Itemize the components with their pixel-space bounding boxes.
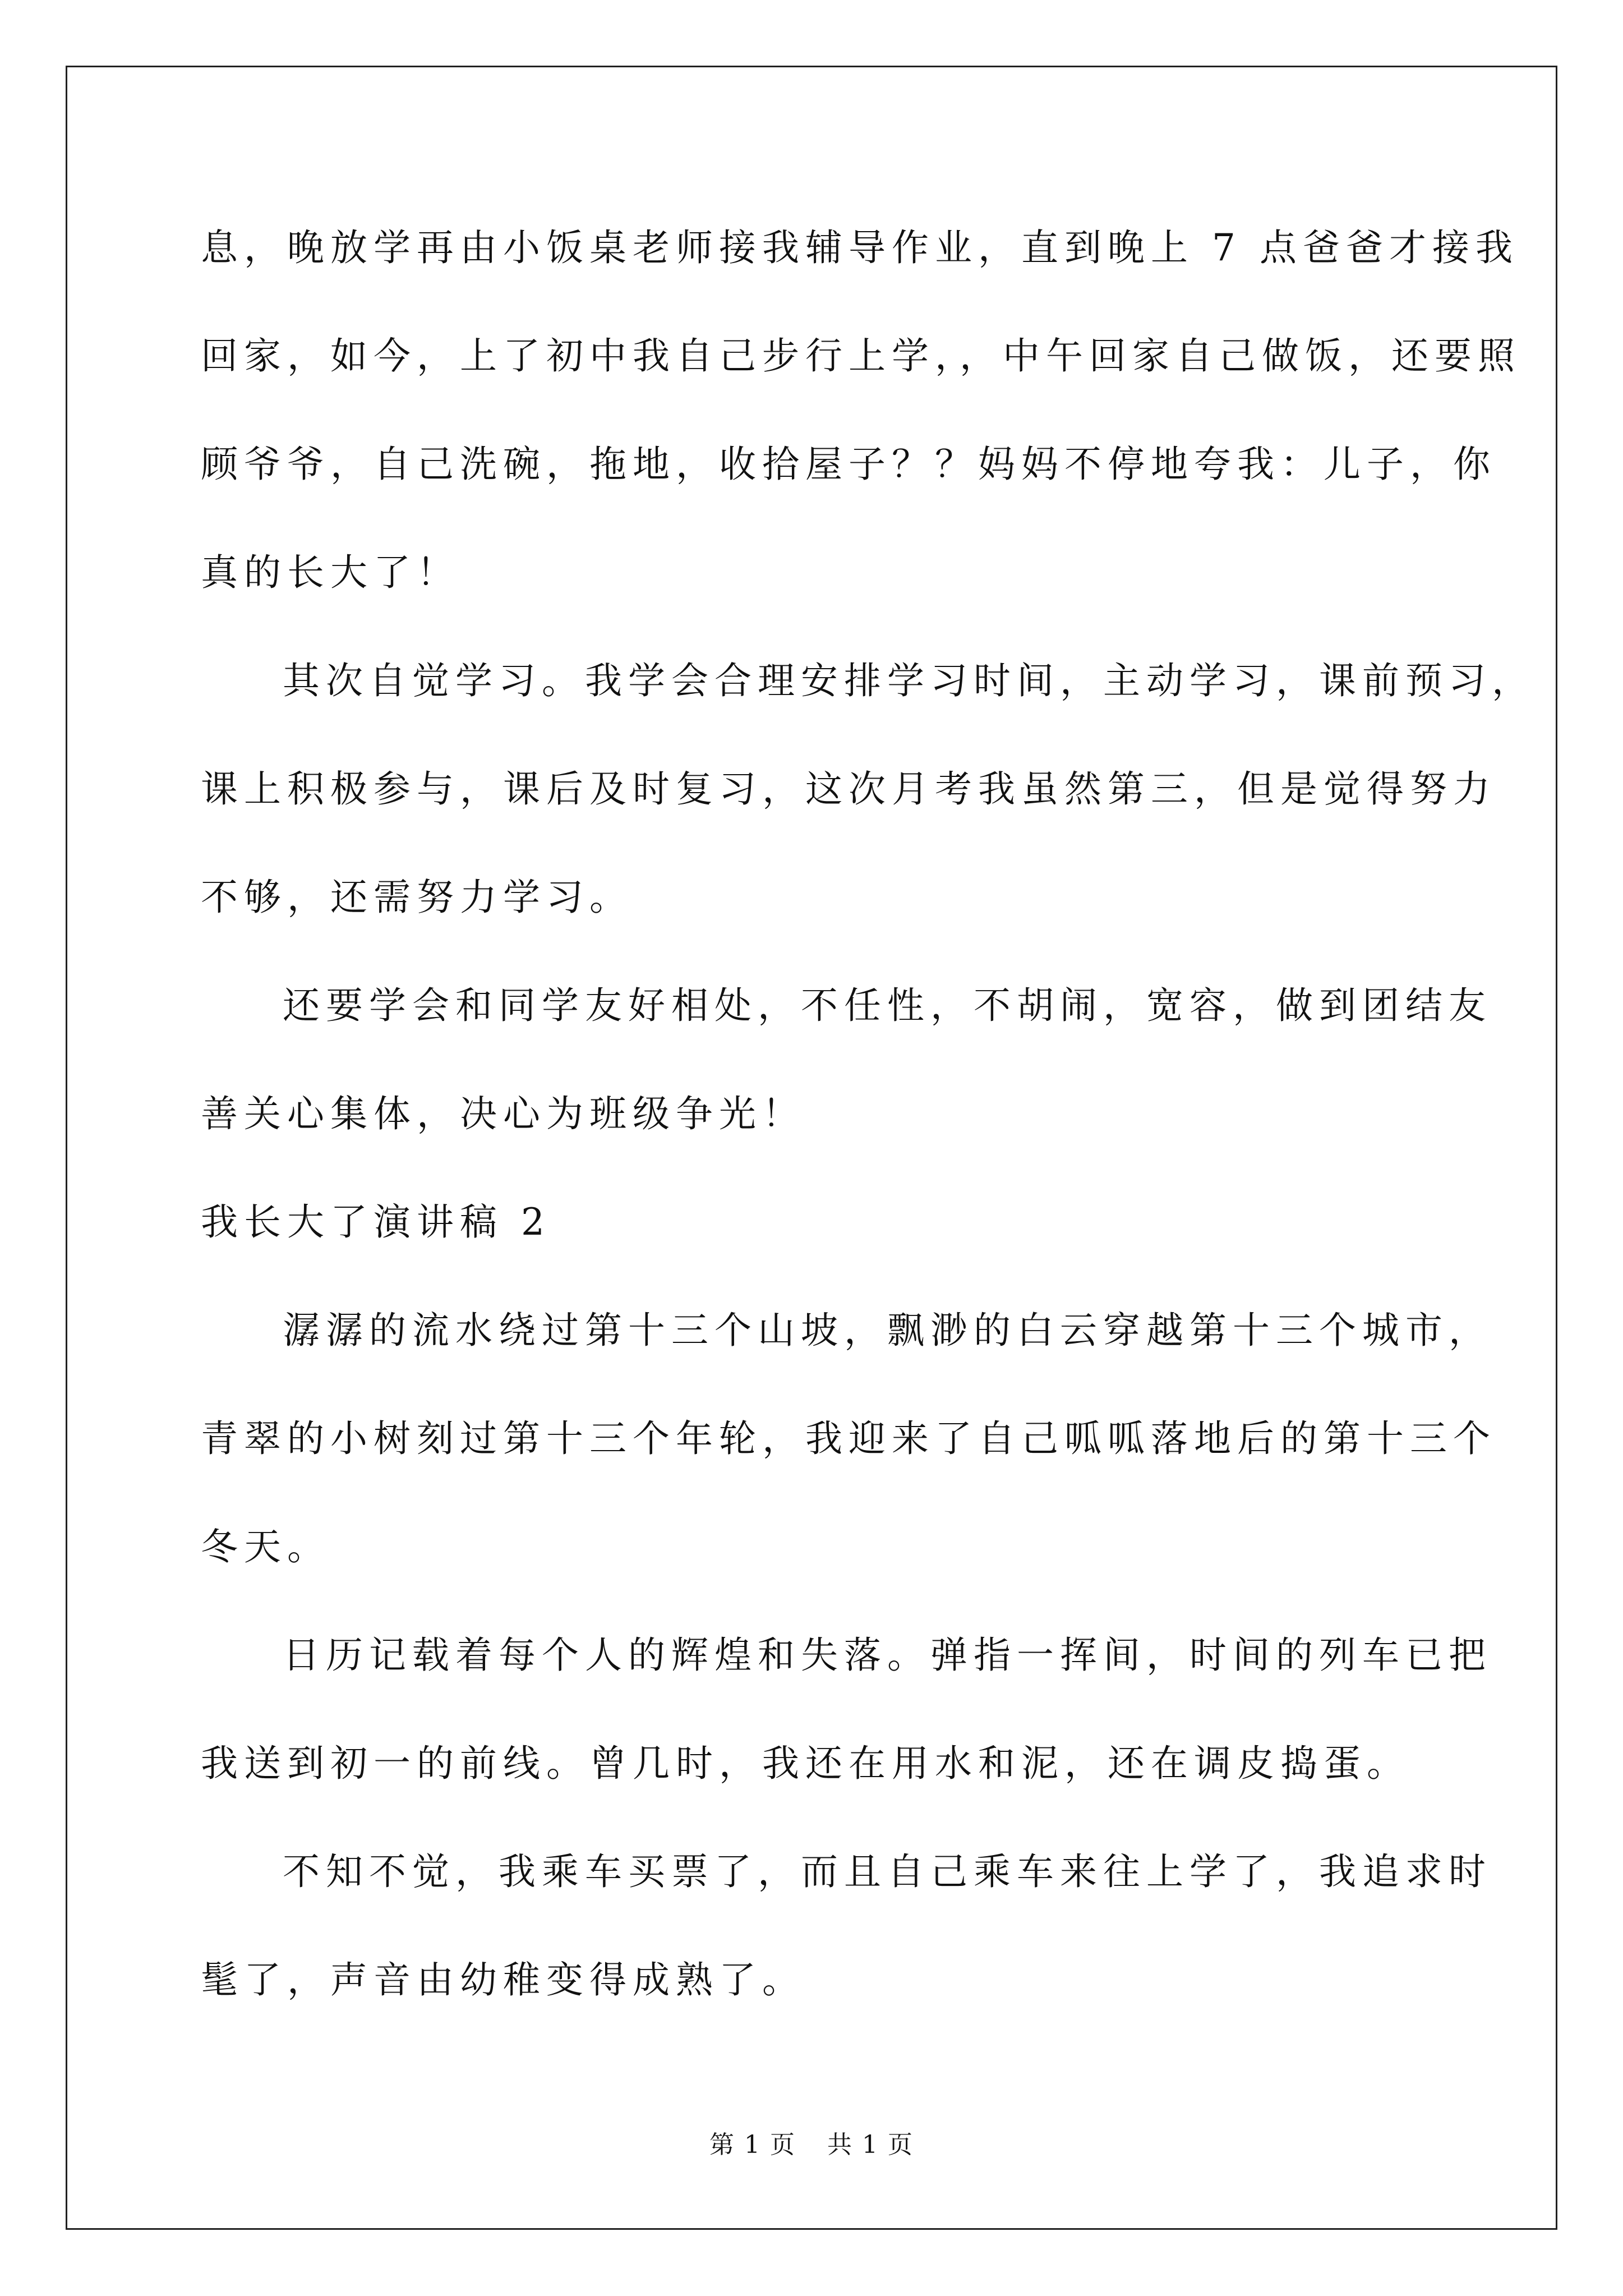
page-total: 共 1 页 [827,2131,914,2159]
paragraph-first-line: 潺潺的流水绕过第十三个山坡，飘渺的白云穿越第十三个城市， [283,1309,1492,1352]
paragraph-first-line: 日历记载着每个人的辉煌和失落。弹指一挥间，时间的列车已把 [283,1634,1492,1677]
page-frame [66,66,1557,2230]
paragraph-first-line: 其次自觉学习。我学会合理安排学习时间，主动学习，课前预习， [283,659,1535,702]
body-text-line: 回家，如今，上了初中我自己步行上学，，中午回家自己做饭，还要照 [201,334,1521,378]
page-number: 第 1 页 [709,2131,796,2159]
paragraph-first-line: 还要学会和同学友好相处，不任性，不胡闹，宽容，做到团结友 [283,984,1492,1027]
body-text-line: 青翠的小树刻过第十三个年轮，我迎来了自己呱呱落地后的第十三个 [201,1417,1496,1460]
body-text-line: 课上积极参与，课后及时复习，这次月考我虽然第三，但是觉得努力 [201,767,1496,811]
body-text-line: 冬天。 [201,1525,330,1568]
page-footer [0,2129,1623,2161]
body-text-line: 顾爷爷，自己洗碗，拖地，收拾屋子？？妈妈不停地夸我：儿子，你 [201,443,1496,486]
body-text-line: 真的长大了！ [201,551,460,594]
body-text-line: 我送到初一的前线。曾几时，我还在用水和泥，还在调皮捣蛋。 [201,1742,1410,1785]
body-text-line: 善关心集体，决心为班级争光！ [201,1092,805,1135]
section-heading: 我长大了演讲稿 2 [201,1200,551,1244]
body-text-line: 不够，还需努力学习。 [201,876,633,919]
paragraph-first-line: 不知不觉，我乘车买票了，而且自己乘车来往上学了，我追求时 [283,1850,1492,1893]
body-text-line: 息，晚放学再由小饭桌老师接我辅导作业，直到晚上 7 点爸爸才接我 [201,226,1519,269]
body-text-line: 髦了，声音由幼稚变得成熟了。 [201,1958,805,2001]
